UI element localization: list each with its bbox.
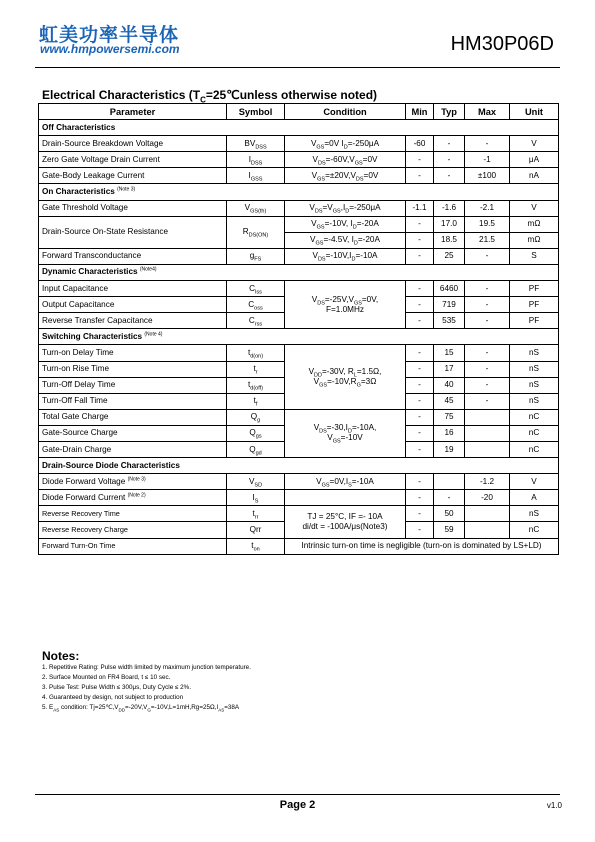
group-title: On Characteristics $^{(Note 3)}$: [39, 184, 559, 200]
typ-cell: 59: [434, 522, 465, 538]
min-cell: -: [406, 409, 434, 425]
max-cell: -: [465, 313, 510, 329]
param-cell: Turn-Off Delay Time: [39, 377, 227, 393]
typ-cell: 50: [434, 506, 465, 522]
section-title: Electrical Characteristics ($T_C=25℃unless$ otherwise noted): [42, 88, 378, 105]
param-cell: Gate-Body Leakage Current: [39, 168, 227, 184]
min-cell: -: [406, 490, 434, 506]
max-cell: -1: [465, 152, 510, 168]
max-cell: [465, 425, 510, 441]
condition-cell: TJ = 25°C, IF =- 10A di/dt = -100A/μs(Note3): [285, 506, 406, 538]
param-cell: Forward Transconductance: [39, 248, 227, 264]
param-cell: Drain-Source Breakdown Voltage: [39, 136, 227, 152]
param-cell: Reverse Recovery Charge: [39, 522, 227, 538]
table-row: [39, 136, 559, 152]
document-version: v1.0: [546, 801, 562, 810]
param-cell: Input Capacitance: [39, 281, 227, 297]
table-row: [39, 216, 559, 232]
min-cell: -: [406, 425, 434, 441]
condition-cell: $V_{GS}=-10V$, $I_D=-20A$: [285, 216, 406, 232]
typ-cell: -: [434, 168, 465, 184]
electrical-characteristics-table: [38, 103, 559, 555]
condition-cell: $V_{DS}=-60V,V_{GS}=0V$: [285, 152, 406, 168]
max-cell: 19.5: [465, 216, 510, 232]
unit-cell: mΩ: [510, 232, 559, 248]
condition-cell: $V_{GS}=-4.5V$, $I_D=-20A$: [285, 232, 406, 248]
symbol-cell: $t_f$: [227, 393, 285, 409]
brand-website: www.hmpowersemi.com: [40, 42, 180, 56]
param-cell: Diode Forward Current $^{(Note 2)}$: [39, 490, 227, 506]
min-cell: -: [406, 248, 434, 264]
col-header-parameter: Parameter: [39, 104, 227, 120]
symbol-cell: $t_{d(off)}$: [227, 377, 285, 393]
unit-cell: nC: [510, 522, 559, 538]
max-cell: -: [465, 377, 510, 393]
unit-cell: nS: [510, 361, 559, 377]
unit-cell: nS: [510, 377, 559, 393]
group-title: Drain-Source Diode Characteristics: [39, 458, 559, 474]
typ-cell: 18.5: [434, 232, 465, 248]
table-row: [39, 152, 559, 168]
max-cell: ±100: [465, 168, 510, 184]
max-cell: 21.5: [465, 232, 510, 248]
min-cell: -: [406, 377, 434, 393]
max-cell: -1.2: [465, 474, 510, 490]
unit-cell: V: [510, 474, 559, 490]
condition-cell: $V_{GS}=\pm 20V,V_{DS}=0V$: [285, 168, 406, 184]
col-header-typ: Typ: [434, 104, 465, 120]
table-row: [39, 506, 559, 522]
max-cell: -: [465, 361, 510, 377]
col-header-symbol: Symbol: [227, 104, 285, 120]
max-cell: [465, 522, 510, 538]
symbol-cell: $I_S$: [227, 490, 285, 506]
typ-cell: -1.6: [434, 200, 465, 216]
unit-cell: A: [510, 490, 559, 506]
min-cell: -: [406, 281, 434, 297]
symbol-cell: $R_{DS(ON)}$: [227, 216, 285, 248]
notes-title: Notes:: [42, 649, 80, 663]
typ-cell: 15: [434, 345, 465, 361]
min-cell: -: [406, 393, 434, 409]
typ-cell: 6460: [434, 281, 465, 297]
table-row: [39, 281, 559, 297]
symbol-cell: $Q_{gs}$: [227, 425, 285, 441]
param-cell: Reverse Recovery Time: [39, 506, 227, 522]
symbol-cell: $V_{SD}$: [227, 474, 285, 490]
note-item: 1. Repetitive Rating: Pulse width limited by maximum junction temperature.: [42, 664, 251, 671]
table-row: [39, 248, 559, 264]
typ-cell: 16: [434, 425, 465, 441]
min-cell: -: [406, 361, 434, 377]
symbol-cell: $t_{d(on)}$: [227, 345, 285, 361]
unit-cell: nC: [510, 441, 559, 457]
brand-chinese-name: 虹美功率半导体: [39, 24, 180, 46]
max-cell: -: [465, 345, 510, 361]
condition-cell: $V_{DD}=-30V$, $R_L=1.5\Omega$, $V_{GS}=-10V,R_G=3\Omega$: [285, 345, 406, 409]
unit-cell: S: [510, 248, 559, 264]
unit-cell: PF: [510, 313, 559, 329]
min-cell: -: [406, 313, 434, 329]
symbol-cell: $BV_{DSS}$: [227, 136, 285, 152]
col-header-unit: Unit: [510, 104, 559, 120]
min-cell: -1.1: [406, 200, 434, 216]
param-cell: Forward Turn-On Time: [39, 538, 227, 554]
condition-cell: $V_{GS}=0V,I_S=-10A$: [285, 474, 406, 490]
typ-cell: 45: [434, 393, 465, 409]
param-cell: Turn-on Rise Time: [39, 361, 227, 377]
symbol-cell: $Q_g$: [227, 409, 285, 425]
max-cell: -: [465, 281, 510, 297]
min-cell: -: [406, 441, 434, 457]
group-row-off: [39, 120, 559, 136]
table-row: [39, 474, 559, 490]
min-cell: -: [406, 345, 434, 361]
max-cell: [465, 441, 510, 457]
typ-cell: 17: [434, 361, 465, 377]
max-cell: -: [465, 297, 510, 313]
typ-cell: 719: [434, 297, 465, 313]
condition-cell: $V_{GS}=0V$ $I_D=-250\mu A$: [285, 136, 406, 152]
footer-divider: [35, 794, 560, 795]
symbol-cell: $t_{on}$: [227, 538, 285, 554]
unit-cell: PF: [510, 281, 559, 297]
min-cell: -: [406, 232, 434, 248]
typ-cell: -: [434, 490, 465, 506]
min-cell: -: [406, 522, 434, 538]
symbol-cell: $V_{GS(th)}$: [227, 200, 285, 216]
col-header-condition: Condition: [285, 104, 406, 120]
typ-cell: 40: [434, 377, 465, 393]
min-cell: -: [406, 474, 434, 490]
table-row: [39, 168, 559, 184]
table-row: [39, 490, 559, 506]
max-cell: -: [465, 248, 510, 264]
min-cell: -: [406, 216, 434, 232]
param-cell: Gate-Source Charge: [39, 425, 227, 441]
param-cell: Reverse Transfer Capacitance: [39, 313, 227, 329]
symbol-cell: $I_{DSS}$: [227, 152, 285, 168]
condition-cell: $V_{DS}=-30,I_D=-10A$, $V_{GS}=-10V$: [285, 409, 406, 457]
unit-cell: μA: [510, 152, 559, 168]
symbol-cell: $g_{FS}$: [227, 248, 285, 264]
param-cell: Diode Forward Voltage $^{(Note 3)}$: [39, 474, 227, 490]
header-divider: [35, 67, 560, 68]
table-row: [39, 345, 559, 361]
group-title: Off Characteristics: [39, 120, 559, 136]
condition-cell: [285, 490, 406, 506]
page-header: [0, 0, 595, 70]
note-item: 2. Surface Mounted on FR4 Board, t ≤ 10 sec.: [42, 674, 171, 681]
unit-cell: V: [510, 200, 559, 216]
typ-cell: 75: [434, 409, 465, 425]
min-cell: -: [406, 152, 434, 168]
unit-cell: nC: [510, 409, 559, 425]
symbol-cell: $I_{GSS}$: [227, 168, 285, 184]
unit-cell: mΩ: [510, 216, 559, 232]
typ-cell: 25: [434, 248, 465, 264]
group-title: Dynamic Characteristics $^{(Note4)}$: [39, 264, 559, 280]
param-cell: Turn-on Delay Time: [39, 345, 227, 361]
symbol-cell: $C_{lss}$: [227, 281, 285, 297]
max-cell: -: [465, 393, 510, 409]
unit-cell: nS: [510, 393, 559, 409]
symbol-cell: $C_{oss}$: [227, 297, 285, 313]
typ-cell: -: [434, 152, 465, 168]
table-row: [39, 538, 559, 554]
max-cell: [465, 409, 510, 425]
condition-cell: $V_{DS}=-25V,V_{GS}=0V$, F=1.0MHz: [285, 281, 406, 329]
min-cell: -: [406, 297, 434, 313]
unit-cell: nC: [510, 425, 559, 441]
part-number: HM30P06D: [450, 33, 554, 55]
typ-cell: 17.0: [434, 216, 465, 232]
unit-cell: PF: [510, 297, 559, 313]
group-row-diode: [39, 458, 559, 474]
typ-cell: 535: [434, 313, 465, 329]
min-cell: -60: [406, 136, 434, 152]
condition-cell: $V_{DS}=-10V,I_D=-10A$: [285, 248, 406, 264]
symbol-cell: Qrr: [227, 522, 285, 538]
note-item: 5. $E_{AS}$ condition: $Tj=25℃,V_{DD}=-20V,V_G=-10V,L=1mH,Rg=25\Omega,I_{AS}=38A$: [42, 704, 240, 713]
unit-cell: nA: [510, 168, 559, 184]
symbol-cell: $t_r$: [227, 361, 285, 377]
group-row-on: [39, 184, 559, 200]
group-row-dynamic: [39, 264, 559, 280]
param-cell: Drain-Source On-State Resistance: [39, 216, 227, 248]
param-cell: Zero Gate Voltage Drain Current: [39, 152, 227, 168]
page-number: Page 2: [279, 799, 316, 811]
unit-cell: nS: [510, 506, 559, 522]
param-cell: Output Capacitance: [39, 297, 227, 313]
param-cell: Gate Threshold Voltage: [39, 200, 227, 216]
condition-cell: Intrinsic turn-on time is negligible (turn-on is dominated by LS+LD): [285, 538, 559, 554]
group-title: Switching Characteristics $^{(Note 4)}$: [39, 329, 559, 345]
param-cell: Total Gate Charge: [39, 409, 227, 425]
col-header-max: Max: [465, 104, 510, 120]
notes-list: [42, 663, 251, 715]
group-row-switching: [39, 329, 559, 345]
condition-cell: $V_{DS}=V_{GS},I_D=-250\mu A$: [285, 200, 406, 216]
unit-cell: V: [510, 136, 559, 152]
typ-cell: [434, 474, 465, 490]
table-header-row: [39, 104, 559, 120]
symbol-cell: $Q_{gd}$: [227, 441, 285, 457]
max-cell: -20: [465, 490, 510, 506]
max-cell: [465, 506, 510, 522]
typ-cell: 19: [434, 441, 465, 457]
symbol-cell: $C_{rss}$: [227, 313, 285, 329]
note-item: 4. Guaranteed by design, not subject to production: [42, 694, 184, 701]
min-cell: -: [406, 506, 434, 522]
table-row: [39, 409, 559, 425]
param-cell: Gate-Drain Charge: [39, 441, 227, 457]
max-cell: -: [465, 136, 510, 152]
unit-cell: nS: [510, 345, 559, 361]
col-header-min: Min: [406, 104, 434, 120]
note-item: 3. Pulse Test: Pulse Width ≤ 300μs, Duty Cycle ≤ 2%.: [42, 684, 192, 691]
table-row: [39, 200, 559, 216]
symbol-cell: $t_{rr}$: [227, 506, 285, 522]
max-cell: -2.1: [465, 200, 510, 216]
typ-cell: -: [434, 136, 465, 152]
min-cell: -: [406, 168, 434, 184]
param-cell: Turn-Off Fall Time: [39, 393, 227, 409]
